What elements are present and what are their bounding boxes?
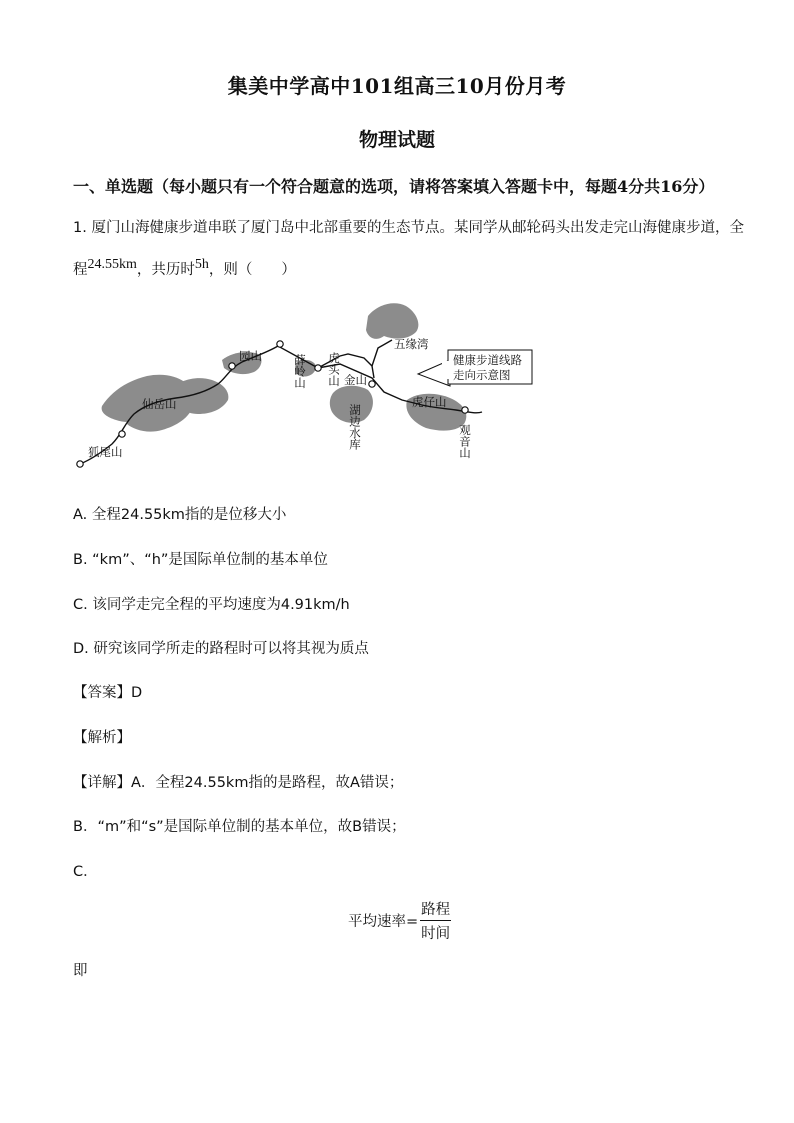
time-value: 5h [194,257,209,272]
formula-fraction [420,898,451,943]
label-huzai: 虎仔山 [412,395,447,409]
speed-formula [348,898,451,943]
label-wuyuan: 五缘湾 [394,337,429,351]
answer-line [73,681,142,702]
answer-value: D [131,685,143,701]
label-hubian: 湖边水库 [348,404,362,450]
page-subtitle: 物理试题 [358,129,435,151]
analysis-detail-b: B．“m”和“s”是国际单位制的基本单位，故B错误； [73,819,406,835]
option-a: A. 全程24.55km指的是位移大小 [73,507,287,523]
section-heading: 一、单选题（每小题只有一个符合题意的选项，请将答案填入答题卡中，每题4分共16分） [73,177,715,196]
stop-4 [315,365,321,371]
option-b: B. “km”、“h”是国际单位制的基本单位 [73,552,328,568]
stop-1 [119,431,125,437]
legend-line-1: 健康步道线路 [453,353,522,367]
question-line-1: 1. 厦门山海健康步道串联了厦门岛中北部重要的生态节点。某同学从邮轮码头出发走完山海健康步道，全 [73,220,744,236]
legend-line-2: 走向示意图 [453,368,511,382]
land-areas [102,303,467,431]
formula-numerator: 路程 [420,898,451,921]
legend-box [418,350,532,386]
question-prefix: 程 [73,262,88,278]
option-d: D. 研究该同学所走的路程时可以将其视为质点 [73,641,369,657]
formula-left: 平均速率= [348,914,419,930]
page-title: 集美中学高中101组高三10月份月考 [227,74,567,98]
analysis-ji: 即 [73,963,88,979]
option-c: C. 该同学走完全程的平均速度为4.91km/h [73,597,350,613]
formula-denominator: 时间 [421,926,451,942]
stop-6 [462,407,468,413]
stop-5 [369,381,375,387]
label-jinshan: 金山 [344,373,367,387]
label-hushan: 狐尾山 [88,445,123,459]
trail-map [72,296,522,476]
analysis-detail-a: 【详解】A．全程24.55km指的是路程，故A错误； [73,775,404,791]
analysis-detail-c: C． [73,864,98,880]
distance-value: 24.55km [87,257,137,272]
label-xueling: 薛岭山 [293,354,307,389]
question-suffix: ，则（ ） [208,262,296,278]
label-yuanshan: 园山 [239,349,262,363]
stop-start [77,461,83,467]
question-mid: ，共历时 [136,262,195,278]
label-xianyue: 仙岳山 [142,397,177,411]
stop-2 [229,363,235,369]
stop-3 [277,341,283,347]
answer-label: 【答案】 [73,685,131,701]
label-hutou: 虎头山 [327,352,341,387]
land-wuyuan [366,303,418,339]
label-guanyin: 观音山 [458,424,472,459]
map-labels [88,337,472,459]
question-line-2 [73,258,296,279]
trail-branch-2 [372,340,392,366]
analysis-label: 【解析】 [73,730,131,746]
